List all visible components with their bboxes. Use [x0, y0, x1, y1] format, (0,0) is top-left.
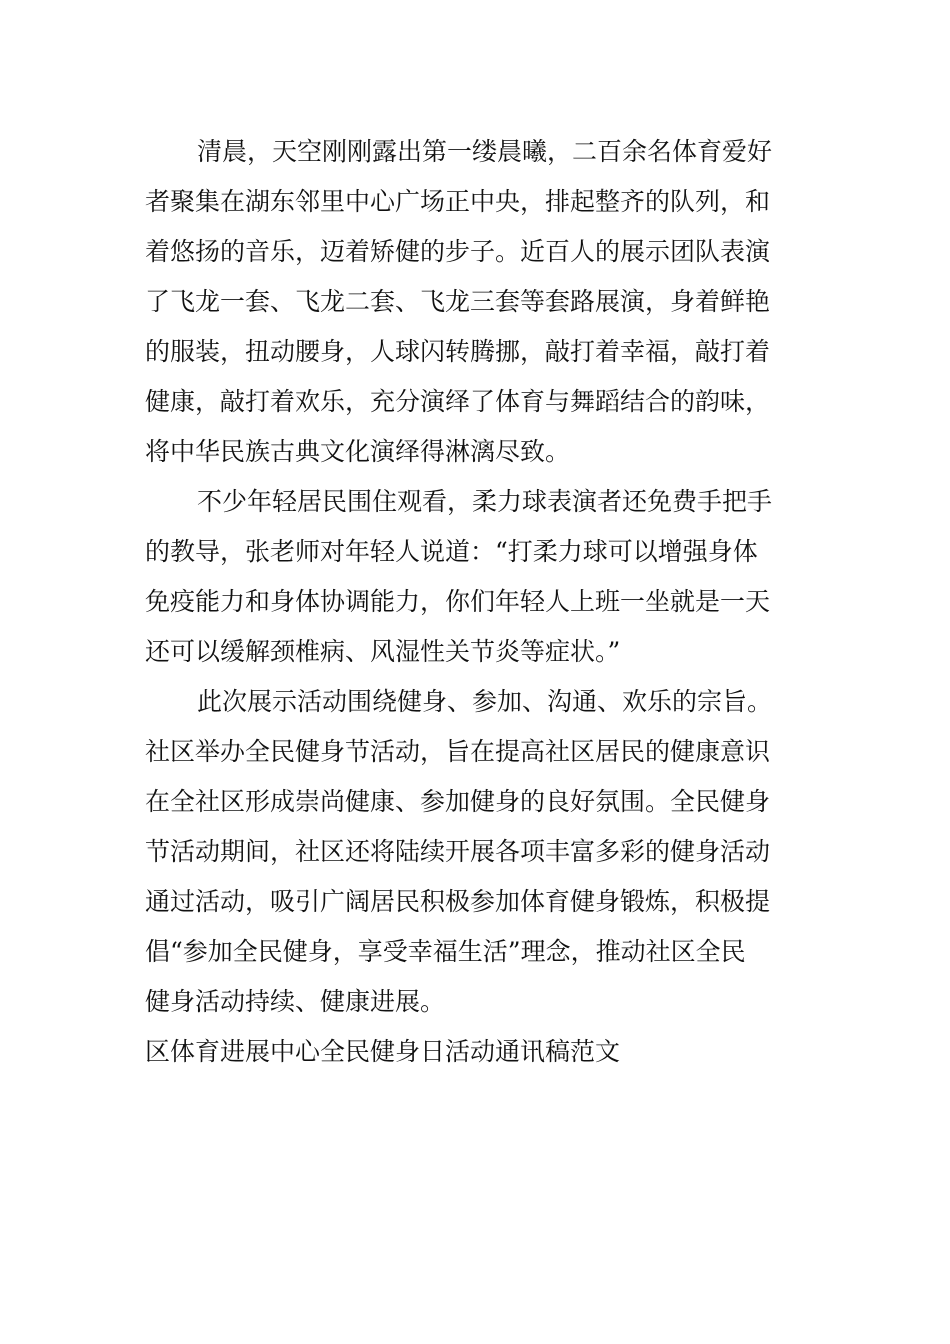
paragraph-1-line-1: 清晨，天空刚刚露出第一缕晨曦，二百余名体育爱好 — [197, 137, 773, 166]
paragraph-1-line-3: 着悠扬的音乐，迈着矫健的步子。近百人的展示团队表演 — [145, 237, 771, 266]
paragraph-3-line-7: 健身活动持续、健康进展。 — [145, 987, 446, 1016]
paragraph-2-line-2: 的教导，张老师对年轻人说道：“打柔力球可以增强身体 — [145, 537, 758, 566]
paragraph-3-line-6: 倡“参加全民健身，享受幸福生活”理念，推动社区全民 — [145, 937, 746, 966]
paragraph-3-line-3: 在全社区形成崇尚健康、参加健身的良好氛围。全民健身 — [145, 787, 771, 816]
paragraph-1-line-4: 了飞龙一套、飞龙二套、飞龙三套等套路展演，身着鲜艳 — [145, 287, 771, 316]
paragraph-1-line-2: 者聚集在湖东邻里中心广场正中央，排起整齐的队列，和 — [145, 187, 771, 216]
paragraph-1-line-7: 将中华民族古典文化演绎得淋漓尽致。 — [145, 437, 571, 466]
paragraph-1-line-5: 的服装，扭动腰身，人球闪转腾挪，敲打着幸福，敲打着 — [145, 337, 771, 366]
paragraph-2-line-3: 免疫能力和身体协调能力，你们年轻人上班一坐就是一天 — [145, 587, 771, 616]
document-body — [145, 127, 805, 1077]
paragraph-3-line-2: 社区举办全民健身节活动，旨在提高社区居民的健康意识 — [145, 737, 771, 766]
document-title-line: 区体育进展中心全民健身日活动通讯稿范文 — [145, 1037, 621, 1066]
paragraph-3-line-5: 通过活动，吸引广阔居民积极参加体育健身锻炼，积极提 — [145, 887, 771, 916]
paragraph-1-line-6: 健康，敲打着欢乐，充分演绎了体育与舞蹈结合的韵味， — [145, 387, 771, 416]
paragraph-2-line-4: 还可以缓解颈椎病、风湿性关节炎等症状。” — [145, 637, 621, 666]
paragraph-3-line-4: 节活动期间，社区还将陆续开展各项丰富多彩的健身活动 — [145, 837, 771, 866]
paragraph-2-line-1: 不少年轻居民围住观看，柔力球表演者还免费手把手 — [197, 487, 773, 516]
paragraph-3-line-1: 此次展示活动围绕健身、参加、沟通、欢乐的宗旨。 — [197, 687, 773, 716]
